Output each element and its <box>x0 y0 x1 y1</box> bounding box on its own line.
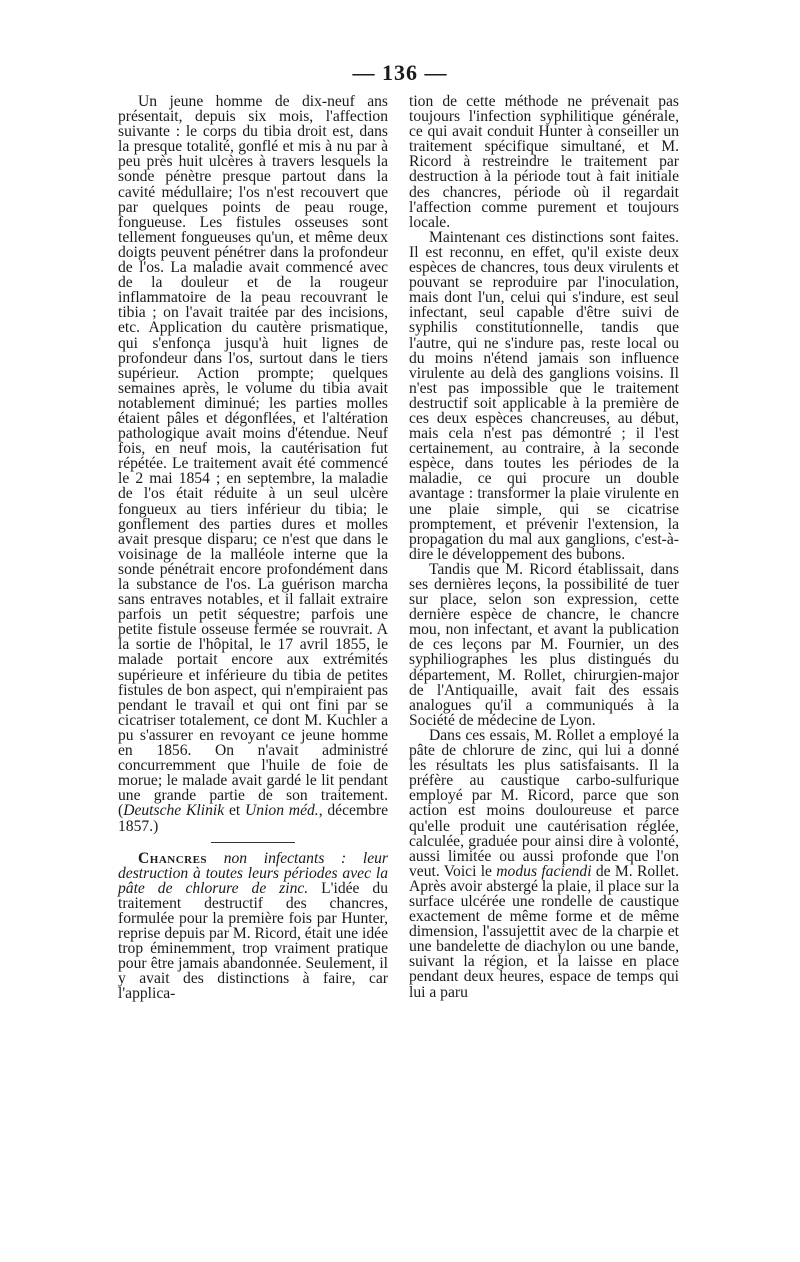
section-heading-lead: Chancres <box>138 849 208 867</box>
left-column <box>118 94 388 1002</box>
section-divider <box>211 842 295 843</box>
paragraph: Maintenant ces distinctions sont faites. Il est reconnu, en effet, qu'il existe deux espèces de chancres, tous deux virulents et pouvant se reproduire par l'inoculation, mais dont l'un, celui qui s'indure, est seul infectant, seul capable d'être suivi de syphilis constitutionnelle, tandis que l'autre, qui ne s'indure pas, reste local ou du moins n'étend jamais son influence virulente au delà des ganglions voisins. Il n'est pas impossible que le traitement destructif soit applicable à la première de ces deux espèces chancreuses, au début, mais cela n'est pas démontré ; il l'est certainement, au contraire, à la seconde espèce, dans toutes les périodes de la maladie, ce qui procure un double avantage : transformer la plaie virulente en une plaie simple, qui se cicatrise promptement, et prévenir l'extension, la propagation du mal aux ganglions, c'est-à-dire le développement des bubons. <box>409 228 679 563</box>
journal-name: Union méd. <box>245 802 319 820</box>
page-number: — 136 — <box>352 60 448 85</box>
paragraph-text: Un jeune homme de dix-neuf ans présentait, depuis six mois, l'affection suivante : le corps du tibia droit est, dans la presque totalité, gonflé et mis à nu par à peu près huit ulcères à travers lesquels la sonde pénètre presque partout dans la cavité médullaire; l'os n'est recouvert que par quelques points de peau rouge, fongueuse. Les fistules osseuses sont tellement fongueuses qu'un, et même deux doigts peuvent pénétrer dans la profondeur de l'os. La maladie avait commencé avec de la douleur et de la rougeur inflammatoire de la peau recouvrant le tibia ; on l'avait traitée par des incisions, etc. Application du cautère prismatique, qui s'enfonça jusqu'à huit lignes de profondeur dans l'os, surtout dans le tiers supérieur. Action prompte; quelques semaines après, le volume du tibia avait notablement diminué; les parties molles étaient pâles et dégonflées, et l'altération pathologique avait moins d'étendue. Neuf fois, en neuf mois, la cautérisation fut répétée. Le traitement avait été commencé le 2 mai 1854 ; en septembre, la maladie de l'os était réduite à un seul ulcère fongueux au tiers inférieur du tibia; le gonflement des parties dures et molles avait presque disparu; ce n'est que dans le voisinage de la malléole interne que la sonde pénétrait encore profondément dans la substance de l'os. La guérison marcha sans entraves notables, et il fallait extraire parfois un petit séquestre; parfois une petite fistule osseuse fermée se rouvrait. A la sortie de l'hôpital, le 17 avril 1855, le malade portait encore aux extrémités supérieure et inférieure du tibia de petites fistules de bon aspect, qui n'empiraient pas pendant le travail et qui ont fini par se cicatriser totalement, ce dont M. Kuchler a pu s'assurer en revoyant ce jeune homme en 1856. On n'avait administré concurremment que l'huile de foie de morue; le malade avait gardé le lit pendant une grande partie de son traitement. <box>118 93 388 805</box>
section-paragraph <box>118 851 388 1002</box>
paragraph-continued: tion de cette méthode ne prévenait pas toujours l'infection syphilitique générale, ce qui avait conduit Hunter à conseiller un traitement spécifique simultané, et M. Ricord à restreindre le traitement par destruction à la période tout à fait initiale des chancres, période où il regardait l'affection comme purement et toujours locale. <box>409 93 679 231</box>
latin-phrase: modus faciendi <box>496 862 592 880</box>
paragraph: Dans ces essais, M. Rollet a employé la pâte de chlorure de zinc, qui lui a donné les résultats les plus satisfaisants. Il la préfère au caustique carbo-sulfurique employé par M. Ricord, parce que son action est moins douloureuse et parce qu'elle produit une cautérisation réglée, calculée, graduée pour ainsi dire à volonté, aussi limitée ou aussi profonde que l'on veut. Voici le modus faciendi de M. Rollet. Après avoir abstergé la plaie, il place sur la surface ulcérée une rondelle de caustique exactement de même forme et de même dimension, l'assujettit avec de la charpie et une bandelette de diachylon ou une bande, suivant la région, et la laisse en place pendant deux heures, espace de temps qui lui a paru <box>409 726 679 1001</box>
journal-name: Deutsche Klinik <box>123 802 225 820</box>
paragraph: Un jeune homme de dix-neuf ans présentait, depuis six mois, l'affection suivante : le corps du tibia droit est, dans la presque totalité, gonflé et mis à nu par à peu près huit ulcères à travers lesquels la sonde pénètre presque partout dans la cavité médullaire; l'os n'est recouvert que par quelques points de peau rouge, fongueuse. Les fistules osseuses sont tellement fongueuses qu'un, et même deux doigts peuvent pénétrer dans la profondeur de l'os. La maladie avait commencé avec de la douleur et de la rougeur inflammatoire de la peau recouvrant le tibia ; on l'avait traitée par des incisions, etc. Application du cautère prismatique, qui s'enfonça jusqu'à huit lignes de profondeur dans l'os, surtout dans le tiers supérieur. Action prompte; quelques semaines après, le volume du tibia avait notablement diminué; les parties molles étaient pâles et dégonflées, et l'altération pathologique avait moins d'étendue. Neuf fois, en neuf mois, la cautérisation fut répétée. Le traitement avait été commencé le 2 mai 1854 ; en septembre, la maladie de l'os était réduite à un seul ulcère fongueux au tiers inférieur du tibia; le gonflement des parties dures et molles avait presque disparu; ce n'est que dans le voisinage de la malléole interne que la sonde pénétrait encore profondément dans la substance de l'os. La guérison marcha sans entraves notables, et il fallait extraire parfois un petit séquestre; parfois une petite fistule osseuse fermée se rouvrait. A la sortie de l'hôpital, le 17 avril 1855, le malade portait encore aux extrémités supérieure et inférieure du tibia de petites fistules de bon aspect, qui n'empiraient pas pendant le travail et qui ont fini par se cicatriser totalement, ce dont M. Kuchler a pu s'assurer en revoyant ce jeune homme en 1856. On n'avait administré concurremment que l'huile de foie de morue; le malade avait gardé le lit pendant une grande partie de son traitement. (Deutsche Klinik et Union méd., décembre 1857.) <box>118 93 388 835</box>
paragraph-text: L'idée du traitement destructif des chancres, formulée pour la première fois par Hunter, reprise depuis par M. Ricord, était une idée trop éminemment, trop vraiment pratique pour être jamais abandonnée. Seulement, il y avait des distinctions à faire, car l'applica- <box>118 879 388 1003</box>
paragraph: Tandis que M. Ricord établissait, dans ses dernières leçons, la possibilité de tuer sur place, selon son expression, cette dernière espèce de chancre, le chancre mou, non infectant, et avant la publication de ces leçons par M. Fournier, un des syphiliographes les plus distingués du département, M. Rollet, chirurgien-major de l'Antiquaille, avait fait des essais analogues qu'il a communiqués à la Société de médecine de Lyon. <box>409 560 679 729</box>
section-heading-rest: non infectants : leur destruction à toutes leurs périodes avec la pâte de chlorure de zinc. <box>118 849 388 897</box>
right-column <box>409 94 679 1000</box>
